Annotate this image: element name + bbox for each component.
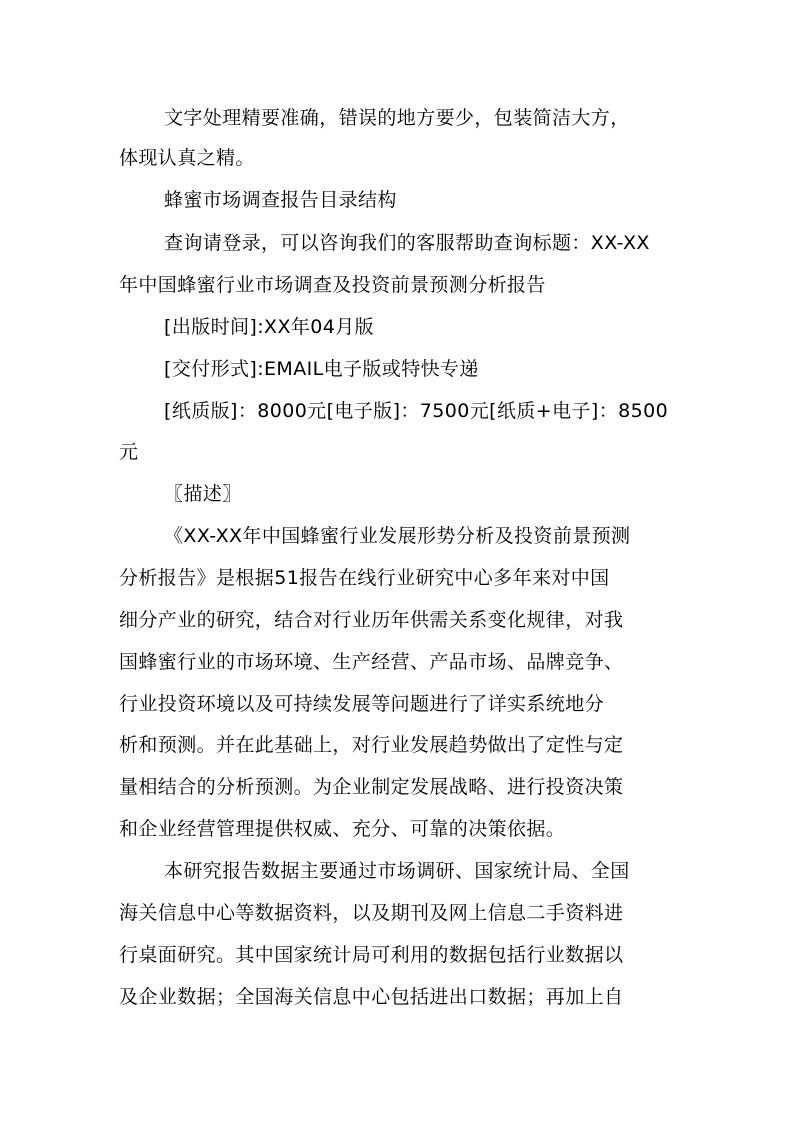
text-line: 本研究报告数据主要通过市场调研、国家统计局、全国 bbox=[164, 860, 630, 882]
text-line: 析和预测。并在此基础上，对行业发展趋势做出了定性与定 bbox=[119, 734, 624, 756]
text-line: 年中国蜂蜜行业市场调查及投资前景预测分析报告 bbox=[119, 274, 546, 296]
text-line: 和企业经营管理提供权威、充分、可靠的决策依据。 bbox=[119, 818, 566, 840]
text-line: 查询请登录，可以咨询我们的客服帮助查询标题：XX-XX bbox=[164, 232, 650, 254]
text-line: 海关信息中心等数据资料，以及期刊及网上信息二手资料进 bbox=[119, 902, 624, 924]
text-line: 细分产业的研究，结合对行业历年供需关系变化规律，对我 bbox=[119, 609, 624, 631]
text-line: 《XX-XX年中国蜂蜜行业发展形势分析及投资前景预测 bbox=[164, 525, 631, 547]
text-line: 行业投资环境以及可持续发展等问题进行了详实系统地分 bbox=[119, 693, 605, 715]
text-line: 文字处理精要准确，错误的地方要少，包装简洁大方， bbox=[164, 107, 630, 129]
text-line: 及企业数据；全国海关信息中心包括进出口数据；再加上自 bbox=[119, 986, 624, 1008]
publish-time: [出版时间]:XX年04月版 bbox=[164, 316, 375, 338]
text-line: 量相结合的分析预测。为企业制定发展战略、进行投资决策 bbox=[119, 776, 624, 798]
text-line: 行桌面研究。其中国家统计局可利用的数据包括行业数据以 bbox=[119, 944, 624, 966]
price-line: [纸质版]：8000元[电子版]：7500元[纸质+电子]：8500 bbox=[164, 400, 669, 422]
text-line: 国蜂蜜行业的市场环境、生产经营、产品市场、品牌竞争、 bbox=[119, 651, 624, 673]
delivery-format: [交付形式]:EMAIL电子版或特快专递 bbox=[164, 358, 479, 380]
section-heading: 蜂蜜市场调查报告目录结构 bbox=[164, 189, 397, 211]
description-heading: 〖描述〗 bbox=[164, 483, 242, 505]
text-line: 体现认真之精。 bbox=[119, 147, 255, 169]
price-line-continued: 元 bbox=[119, 441, 139, 463]
text-line: 分析报告》是根据51报告在线行业研究中心多年来对中国 bbox=[119, 567, 610, 589]
